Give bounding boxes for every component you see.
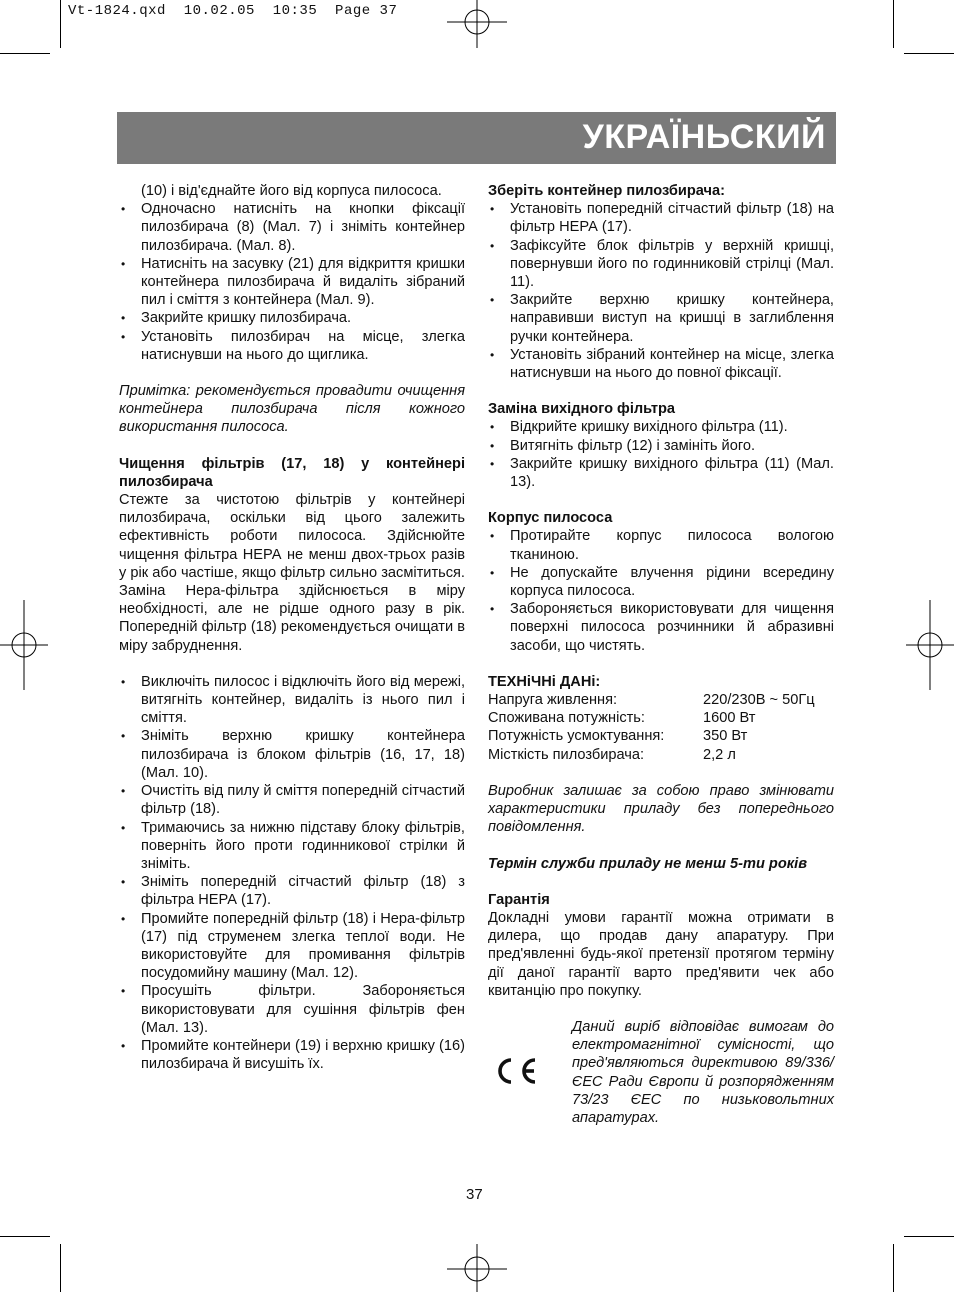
section-heading: ТЕХНіЧНі ДАНі:	[488, 673, 601, 690]
list-item: • Забороняється використовувати для чищення поверхні пилососа розчинники й абразивні засоби, що чистять.	[488, 600, 834, 655]
list-item: • Установіть зібраний контейнер на місце, злегка натиснувши на нього до повної фіксації.	[488, 346, 834, 382]
crop-mark	[0, 53, 50, 54]
list-item: • Відкрийте кришку вихідного фільтра (11).	[488, 418, 834, 436]
ce-compliance-block	[488, 1018, 834, 1128]
spec-label: Споживана потужність:	[488, 710, 645, 727]
spec-value: 1600 Вт	[703, 710, 756, 727]
ce-mark-icon	[491, 1056, 541, 1086]
filter-steps-list	[119, 673, 465, 1073]
print-slug: Vt-1824.qxd 10.02.05 10:35 Page 37	[68, 3, 398, 19]
list-item: • Установіть попередній сітчастий фільтр (18) на фільтр НЕРА (17).	[488, 200, 834, 236]
section-heading: Заміна вихідного фільтра	[488, 401, 676, 418]
outlet-filter-list	[488, 418, 834, 491]
list-item: • Установіть пилозбирач на місце, злегка натиснувши на нього до щиглика.	[119, 328, 465, 364]
language-banner	[117, 112, 836, 164]
list-item: • Зніміть верхню кришку контейнера пилозбирача із блоком фільтрів (16, 17, 18) (Мал. 10).	[119, 727, 465, 782]
list-item: • Зніміть попередній сітчастий фільтр (18) з фільтра НЕРА (17).	[119, 873, 465, 909]
manufacturer-note: Виробник залишає за собою право змінювати характеристики приладу без попереднього повідомлення.	[488, 782, 834, 836]
cleaning-steps-list	[119, 200, 465, 364]
list-item: • Не допускайте влучення рідини всередину корпуса пилососа.	[488, 564, 834, 600]
list-item: • Просушіть фільтри. Забороняється використовувати для сушіння фільтрів фен (Мал. 13).	[119, 982, 465, 1037]
crop-mark	[893, 0, 894, 48]
spec-value: 350 Вт	[703, 728, 748, 745]
list-item: • Натисніть на засувку (21) для відкриття кришки контейнера пилозбирача й видаліть зібраний пил і сміття з контейнера (Мал. 9).	[119, 255, 465, 310]
section-heading: Чищення фільтрів (17, 18) у контейнері пилозбирача	[119, 455, 465, 490]
list-item: • Виключіть пилосос і відключіть його від мережі, витягніть контейнер, видаліть із нього пил і сміття.	[119, 673, 465, 728]
list-item: • Витягніть фільтр (12) і замініть його.	[488, 437, 834, 455]
spec-value: 2,2 л	[703, 746, 736, 763]
spec-label: Місткість пилозбирача:	[488, 746, 645, 763]
note-paragraph: Примітка: рекомендується провадити очищення контейнера пилозбирача після кожного використання пилососа.	[119, 383, 465, 436]
assembly-list	[488, 200, 834, 382]
filters-paragraph: Стежте за чистотою фільтрів у контейнері пилозбирача, оскільки від цього залежить ефективність роботи пилососа. Здійснюйте чищення фільтра НЕРА не менш двох-трьох разів у рік або частіше, якщо фільтр сильно засмітиться. Заміна Нера-фільтра здійснюється в міру необхідності, але не рідше одного разу в рік. Попередній фільтр (18) рекомендується очищати в міру забруднення.	[119, 492, 465, 654]
list-item: • Протирайте корпус пилососа вологою тканиною.	[488, 527, 834, 563]
crop-mark	[893, 1244, 894, 1292]
crop-mark	[0, 1236, 50, 1237]
service-life-note: Термін служби приладу не менш 5-ти років	[488, 855, 808, 872]
crop-mark	[60, 0, 61, 48]
registration-mark-icon	[447, 1244, 507, 1292]
spec-value: 220/230В ~ 50Гц	[703, 692, 815, 709]
left-column	[119, 182, 465, 1073]
list-item: • Одночасно натисніть на кнопки фіксації пилозбирача (8) (Мал. 7) і зніміть контейнер пилозбирача. (Мал. 8).	[119, 200, 465, 255]
crop-mark	[60, 1244, 61, 1292]
spec-label: Потужність усмоктування:	[488, 728, 665, 745]
section-heading: Зберіть контейнер пилозбирача:	[488, 183, 725, 199]
registration-mark-icon	[906, 600, 954, 690]
section-heading: Корпус пилососа	[488, 510, 613, 527]
spec-label: Напруга живлення:	[488, 692, 618, 709]
registration-mark-icon	[0, 600, 48, 690]
list-item: • Промийте контейнери (19) і верхню кришку (16) пилозбирача й висушіть їх.	[119, 1037, 465, 1073]
body-care-list	[488, 527, 834, 654]
list-item: • Закрийте кришку вихідного фільтра (11) (Мал. 13).	[488, 455, 834, 491]
list-item: • Промийте попередній фільтр (18) і Нера-фільтр (17) під струменем злегка теплої води. Не використовуйте для промивання фільтрів посудомийну машину (Мал. 12).	[119, 910, 465, 983]
section-heading: Гарантія	[488, 891, 550, 908]
list-item: • Закрийте верхню кришку контейнера, направивши виступ на кришці в заглиблення ручки контейнера.	[488, 291, 834, 346]
continued-paragraph: (10) і від'єднайте його від корпуса пилососа.	[141, 183, 442, 199]
right-column	[488, 182, 834, 1128]
specs-table	[488, 691, 834, 764]
crop-mark	[904, 53, 954, 54]
page-number: 37	[466, 1186, 483, 1203]
banner-title: УКРАЇНЬСКИЙ	[582, 118, 826, 156]
list-item: • Закрийте кришку пилозбирача.	[119, 309, 465, 327]
ce-compliance-text: Даний виріб відповідає вимогам до електромагнітної сумісності, що пред'являються директивою 89/336/ЄЕС Ради Європи й розпорядженням 73/23 ЄЕС по низьковольтних апаратурах.	[572, 1018, 834, 1126]
crop-mark	[904, 1236, 954, 1237]
list-item: • Очистіть від пилу й сміття попередній сітчастий фільтр (18).	[119, 782, 465, 818]
list-item: • Зафіксуйте блок фільтрів у верхній кришці, повернувши його по годинниковій стрілці (Мал. 11).	[488, 237, 834, 292]
registration-mark-icon	[447, 0, 507, 48]
warranty-paragraph: Докладні умови гарантії можна отримати в дилера, що продав дану апаратуру. При пред'явленні будь-якої претензії протягом терміну дії даної гарантії варто пред'явити чек або квитанцію про покупку.	[488, 909, 834, 999]
list-item: • Тримаючись за нижню підставу блоку фільтрів, поверніть його проти годинникової стрілки й зніміть.	[119, 819, 465, 874]
